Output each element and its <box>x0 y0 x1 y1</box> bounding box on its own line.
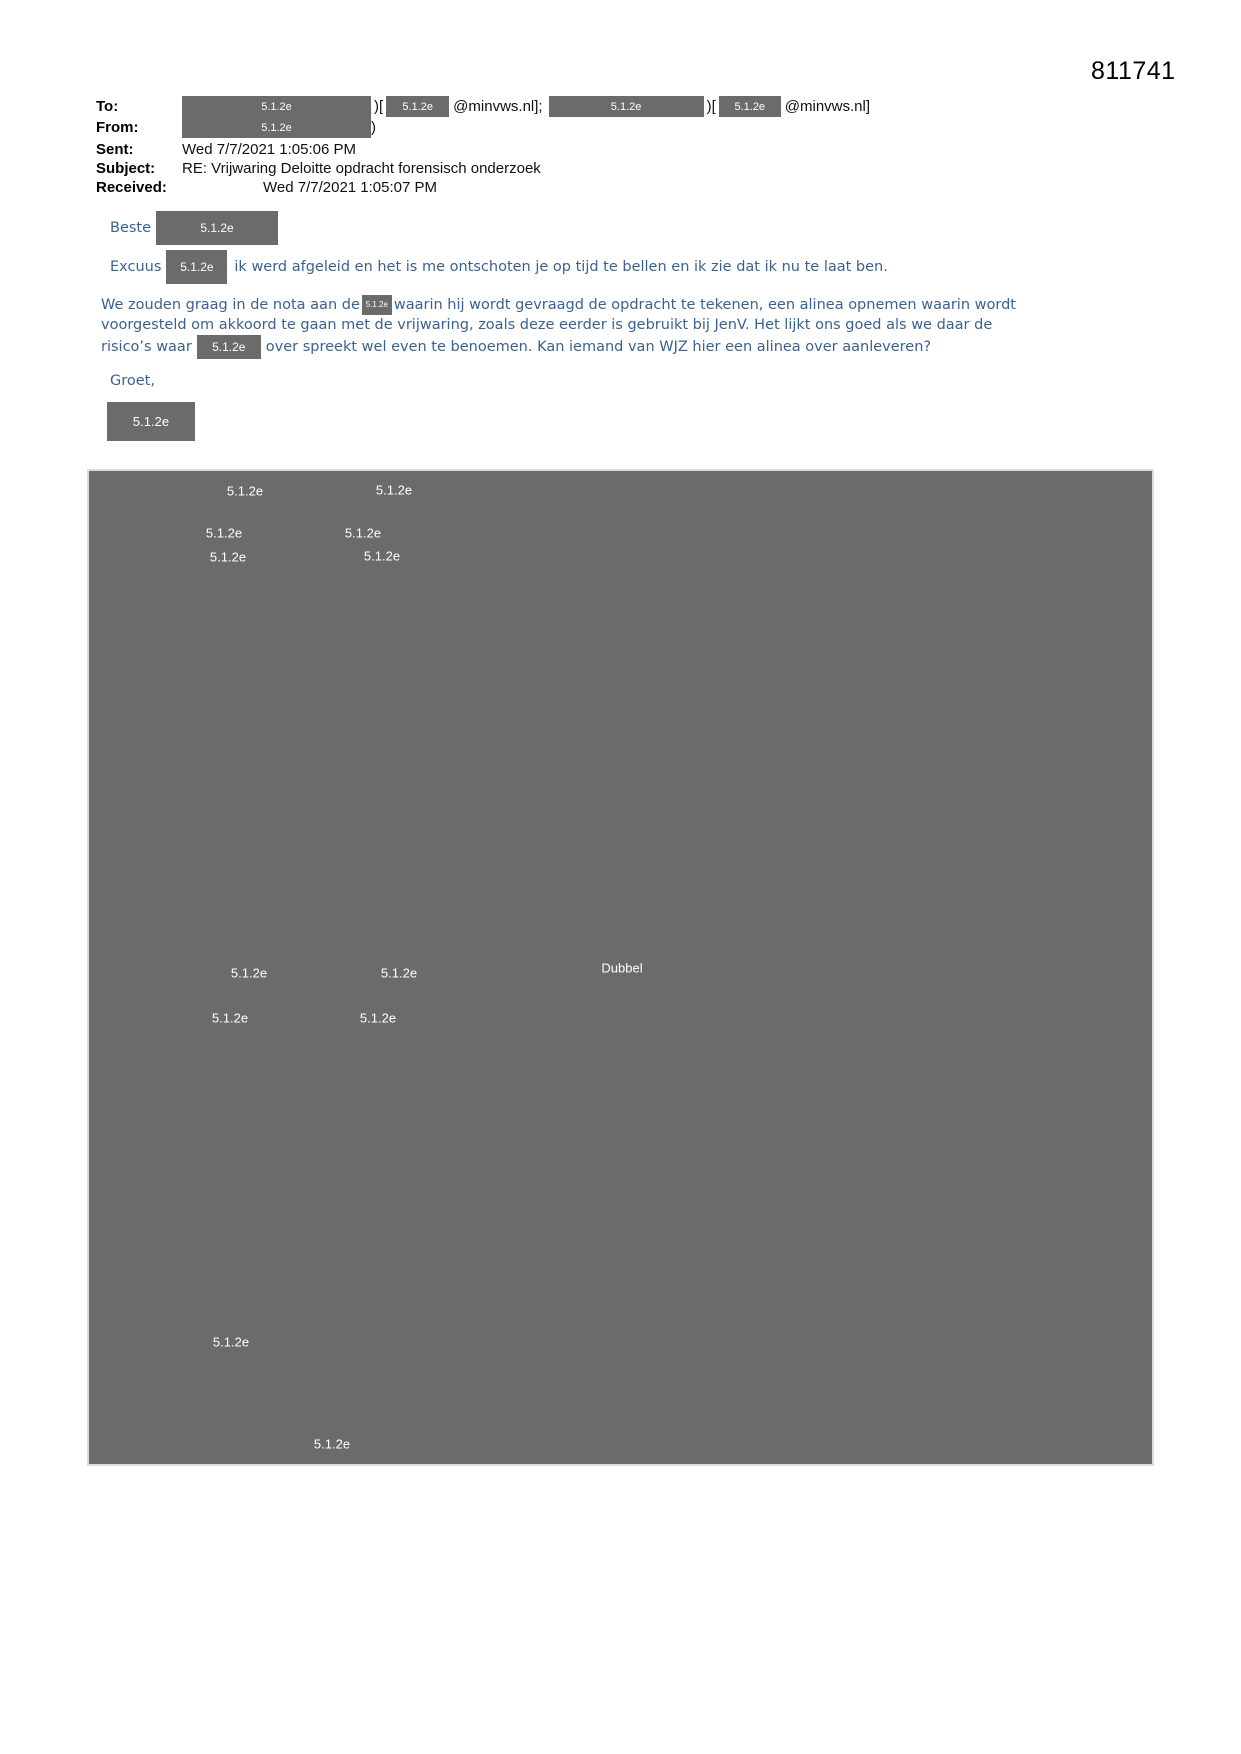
to-label: To: <box>96 98 119 115</box>
paragraph-line-1-pre: We zouden graag in de nota aan de <box>101 297 360 313</box>
to-separator-2: )[ <box>706 98 716 115</box>
header-row-from <box>96 117 376 138</box>
received-value: Wed 7/7/2021 1:05:07 PM <box>263 179 438 196</box>
sent-value: Wed 7/7/2021 1:05:06 PM <box>182 141 357 158</box>
body-paragraph <box>101 295 1016 359</box>
redaction-box-from-name: 5.1.2e <box>182 117 371 138</box>
redaction-label: 5.1.2e <box>344 525 382 541</box>
subject-label: Subject: <box>96 160 156 177</box>
redaction-box-to-name-2: 5.1.2e <box>549 96 704 117</box>
redaction-label: 5.1.2e <box>363 548 401 564</box>
paragraph-line-1-post: waarin hij wordt gevraagd de opdracht te tekenen, een alinea opnemen waarin wordt <box>393 297 1016 313</box>
received-label: Received: <box>96 179 167 196</box>
redaction-label: 5.1.2e <box>375 482 413 498</box>
dubbel-label: Dubbel <box>601 960 643 976</box>
excuses-text-post: ik werd afgeleid en het is me ontschoten je op tijd te bellen en ik zie dat ik nu te laat ben. <box>234 259 888 275</box>
from-suffix: ) <box>371 119 376 136</box>
redaction-label: 5.1.2e <box>380 965 418 981</box>
sent-label: Sent: <box>96 141 134 158</box>
email-body <box>101 211 1131 471</box>
redaction-box-inline-small: 5.1.2e <box>362 295 392 315</box>
greeting-text: Beste <box>110 220 152 236</box>
redaction-label: 5.1.2e <box>212 1334 250 1350</box>
paragraph-line-3-post: over spreekt wel even te benoemen. Kan iemand van WJZ hier een alinea over aanleveren? <box>265 339 932 355</box>
greeting-line <box>101 211 278 245</box>
paragraph-line-3-pre: risico’s waar <box>101 339 192 355</box>
header-row-sent <box>96 139 356 160</box>
paragraph-line-2: voorgesteld om akkoord te gaan met de vrijwaring, zoals deze eerder is gebruikt bij JenV. Het lijkt ons goed als we daar de <box>101 317 993 333</box>
excuses-text-pre: Excuus <box>110 259 162 275</box>
from-label: From: <box>96 119 139 136</box>
document-number: 811741 <box>1091 57 1176 85</box>
header-row-received <box>96 177 437 198</box>
large-redacted-area <box>89 471 1152 1464</box>
redaction-box-to-name-1: 5.1.2e <box>182 96 371 117</box>
redaction-label: 5.1.2e <box>211 1010 249 1026</box>
redaction-box-inline-name: 5.1.2e <box>197 335 261 359</box>
to-domain-1: @minvws.nl]; <box>453 98 543 115</box>
closing-text: Groet, <box>110 373 155 389</box>
to-domain-2: @minvws.nl] <box>784 98 871 115</box>
to-separator-1: )[ <box>374 98 384 115</box>
redaction-box-to-alias-1: 5.1.2e <box>386 96 449 117</box>
paragraph-line-1 <box>101 295 1016 315</box>
paragraph-line-3 <box>101 335 1016 359</box>
redaction-box-greeting-name: 5.1.2e <box>156 211 278 245</box>
email-header <box>96 95 1116 205</box>
redaction-label: 5.1.2e <box>313 1436 351 1452</box>
redaction-label: 5.1.2e <box>205 525 243 541</box>
redaction-box-excuses-name: 5.1.2e <box>166 250 227 284</box>
redaction-label: 5.1.2e <box>359 1010 397 1026</box>
redaction-box-signature: 5.1.2e <box>107 402 195 441</box>
header-row-to <box>96 96 870 117</box>
excuses-line <box>101 250 888 284</box>
subject-value: RE: Vrijwaring Deloitte opdracht forensisch onderzoek <box>182 160 541 177</box>
closing-line <box>101 371 155 391</box>
redaction-box-to-alias-2: 5.1.2e <box>719 96 781 117</box>
header-row-subject <box>96 158 541 179</box>
redaction-label: 5.1.2e <box>226 483 264 499</box>
redaction-label: 5.1.2e <box>230 965 268 981</box>
redaction-label: 5.1.2e <box>209 549 247 565</box>
